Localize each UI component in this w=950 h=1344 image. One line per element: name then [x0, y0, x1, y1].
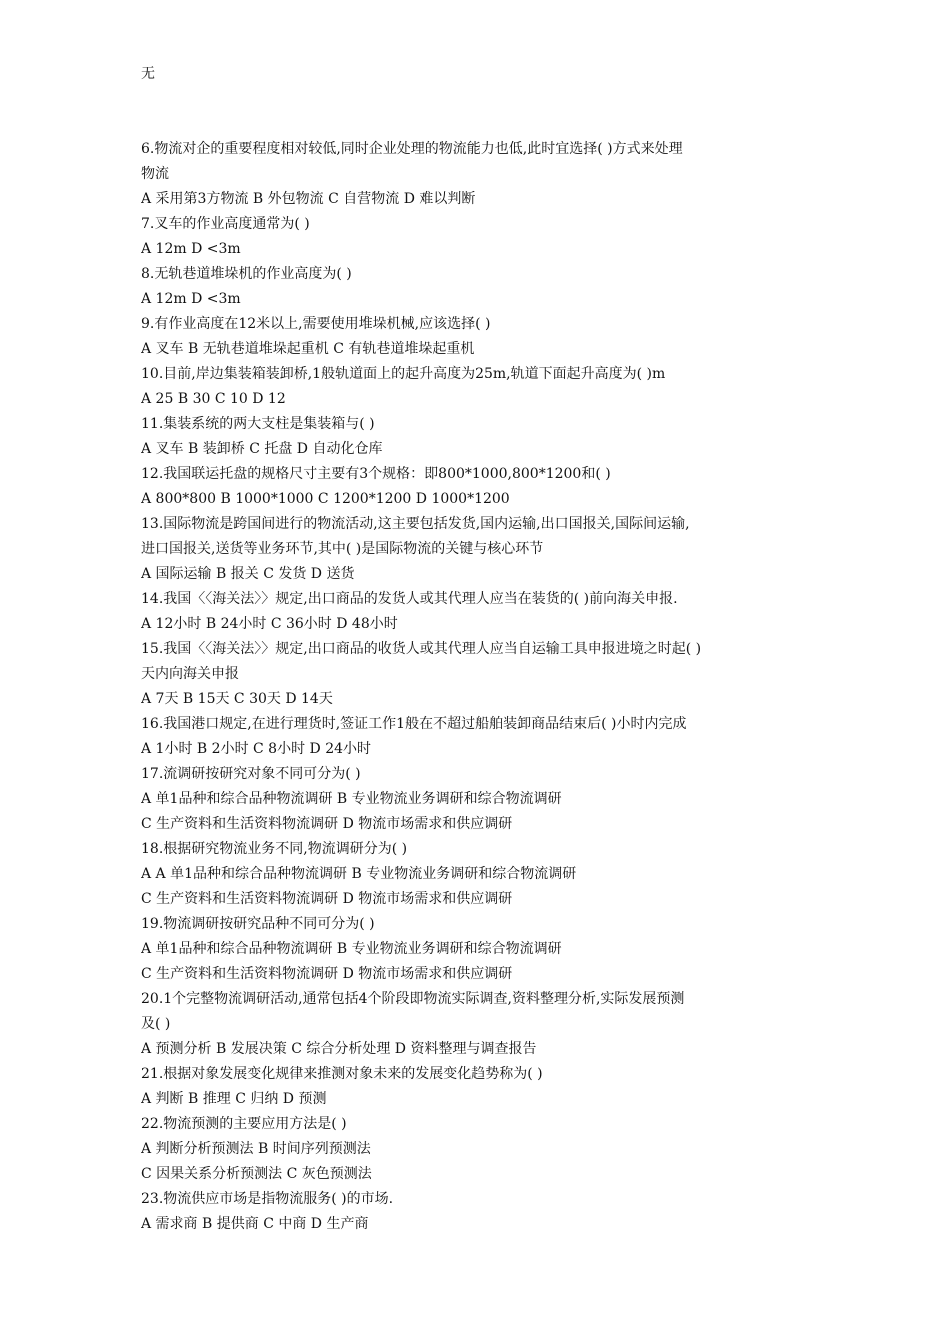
- blank-gap: [141, 87, 816, 112]
- text-line: 进口国报关,送货等业务环节,其中( )是国际物流的关键与核心环节: [141, 541, 544, 557]
- text-line: A 1小时 B 2小时 C 8小时 D 24小时: [141, 741, 372, 757]
- text-line: A 叉车 B 无轨巷道堆垛起重机 C 有轨巷道堆垛起重机: [141, 341, 475, 357]
- text-line: 及( ): [141, 1016, 171, 1032]
- text-line: 21.根据对象发展变化规律来推测对象未来的发展变化趋势称为( ): [141, 1066, 543, 1082]
- text-line: C 生产资料和生活资料物流调研 D 物流市场需求和供应调研: [141, 966, 513, 982]
- text-line: A 单1品种和综合品种物流调研 B 专业物流业务调研和综合物流调研: [141, 791, 562, 807]
- text-line: A 判断分析预测法 B 时间序列预测法: [141, 1141, 371, 1157]
- question-list: [141, 137, 816, 1237]
- text-line: A 12m D <3m: [141, 291, 241, 307]
- text-line: 16.我国港口规定,在进行理货时,签证工作1般在不超过船舶装卸商品结束后( )小时内完成: [141, 716, 687, 732]
- text-line: C 因果关系分析预测法 C 灰色预测法: [141, 1166, 372, 1182]
- text-line: A 国际运输 B 报关 C 发货 D 送货: [141, 566, 355, 582]
- text-line: A 7天 B 15天 C 30天 D 14天: [141, 691, 333, 707]
- blank-gap: [141, 112, 816, 137]
- text-line: 天内向海关申报: [141, 666, 239, 682]
- text-line: A 采用第3方物流 B 外包物流 C 自营物流 D 难以判断: [141, 191, 476, 207]
- text-line: 9.有作业高度在12米以上,需要使用堆垛机械,应该选择( ): [141, 316, 491, 332]
- text-line: 19.物流调研按研究品种不同可分为( ): [141, 916, 375, 932]
- text-line: A 800*800 B 1000*1000 C 1200*1200 D 1000*1200: [141, 491, 510, 507]
- text-line: 17.流调研按研究对象不同可分为( ): [141, 766, 361, 782]
- text-line: A 需求商 B 提供商 C 中商 D 生产商: [141, 1216, 369, 1232]
- text-line: 10.目前,岸边集装箱装卸桥,1般轨道面上的起升高度为25m,轨道下面起升高度为( )m: [141, 366, 666, 382]
- text-line: 15.我国〈〈海关法〉〉规定,出口商品的收货人或其代理人应当自运输工具申报进境之时起( ): [141, 641, 702, 657]
- text-line: A 判断 B 推理 C 归纳 D 预测: [141, 1091, 327, 1107]
- text-line: 7.叉车的作业高度通常为( ): [141, 216, 310, 232]
- text-line: 18.根据研究物流业务不同,物流调研分为( ): [141, 841, 408, 857]
- text-line: 22.物流预测的主要应用方法是( ): [141, 1116, 347, 1132]
- document-page: [141, 62, 816, 1237]
- text-line: A 叉车 B 装卸桥 C 托盘 D 自动化仓库: [141, 441, 383, 457]
- text-line: 物流: [141, 166, 169, 182]
- text-line: A 25 B 30 C 10 D 12: [141, 391, 286, 407]
- text-line: 23.物流供应市场是指物流服务( )的市场.: [141, 1191, 394, 1207]
- text-line: C 生产资料和生活资料物流调研 D 物流市场需求和供应调研: [141, 816, 513, 832]
- header-text: 无: [141, 66, 155, 82]
- text-line: 6.物流对企的重要程度相对较低,同时企业处理的物流能力也低,此时宜选择( )方式来处理: [141, 141, 683, 157]
- text-line: 14.我国〈〈海关法〉〉规定,出口商品的发货人或其代理人应当在装货的( )前向海关申报.: [141, 591, 678, 607]
- text-line: C 生产资料和生活资料物流调研 D 物流市场需求和供应调研: [141, 891, 513, 907]
- text-line: A 单1品种和综合品种物流调研 B 专业物流业务调研和综合物流调研: [141, 941, 562, 957]
- text-line: 12.我国联运托盘的规格尺寸主要有3个规格：即800*1000,800*1200和( ): [141, 466, 611, 482]
- text-line: 20.1个完整物流调研活动,通常包括4个阶段即物流实际调查,资料整理分析,实际发展预测: [141, 991, 685, 1007]
- text-line: A A 单1品种和综合品种物流调研 B 专业物流业务调研和综合物流调研: [141, 866, 577, 882]
- text-line: 8.无轨巷道堆垛机的作业高度为( ): [141, 266, 352, 282]
- text-line: 11.集装系统的两大支柱是集装箱与( ): [141, 416, 375, 432]
- text-line: A 预测分析 B 发展决策 C 综合分析处理 D 资料整理与调查报告: [141, 1041, 537, 1057]
- text-line: 13.国际物流是跨国间进行的物流活动,这主要包括发货,国内运输,出口国报关,国际间运输,: [141, 516, 690, 532]
- text-line: A 12小时 B 24小时 C 36小时 D 48小时: [141, 616, 398, 632]
- text-line: A 12m D <3m: [141, 241, 241, 257]
